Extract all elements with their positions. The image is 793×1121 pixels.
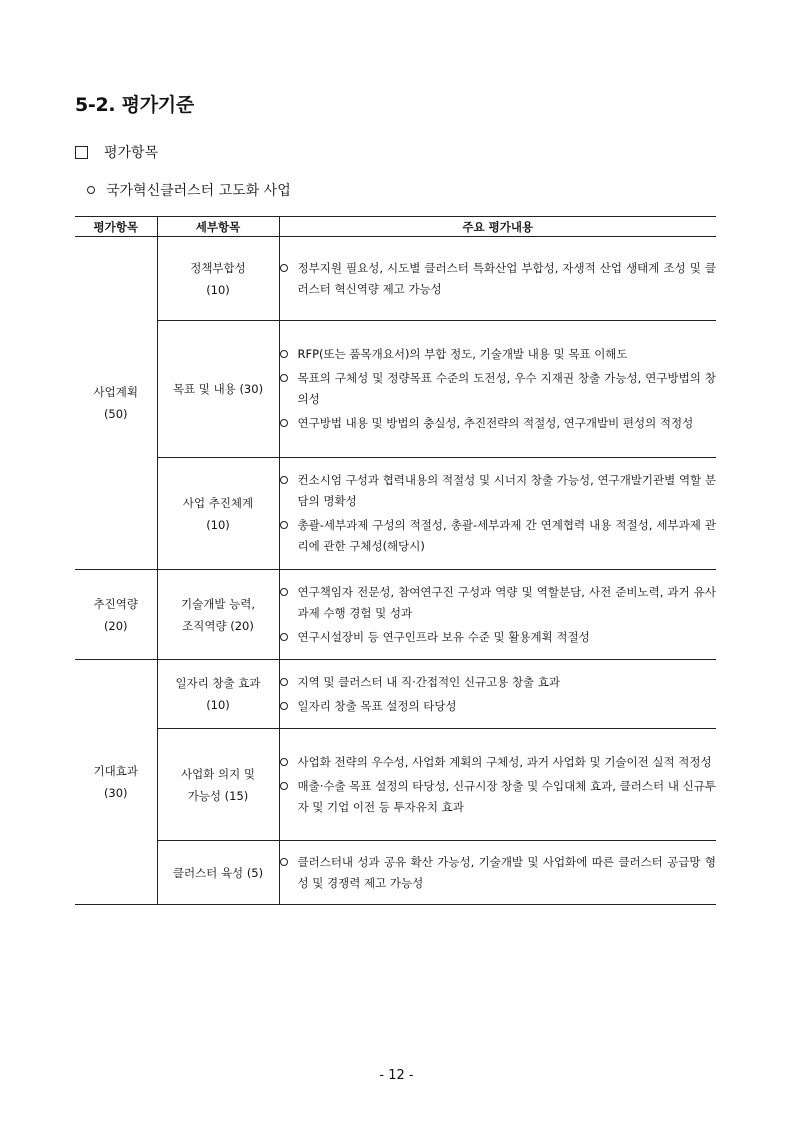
detail-name: 사업화 의지 및: [181, 766, 255, 781]
circle-bullet-icon: [280, 758, 288, 766]
program-heading: [87, 180, 291, 200]
table-header-row: [75, 217, 716, 237]
category-score: (50): [103, 407, 128, 421]
circle-bullet-icon: [280, 521, 288, 529]
checkbox-square-icon: [75, 146, 88, 159]
list-item: 연구시설장비 등 연구인프라 보유 수준 및 활용계획 적절성: [280, 627, 717, 648]
detail-cell: [157, 321, 279, 458]
detail-name: 클러스터 육성 (5): [172, 865, 264, 880]
table-row: [75, 237, 716, 321]
list-item: 매출·수출 목표 설정의 타당성, 신규시장 창출 및 수입대체 효과, 클러스터 내 신규투자 및 기업 이전 등 투자유치 효과: [280, 776, 717, 818]
table-row: [75, 321, 716, 458]
table-row: [75, 729, 716, 841]
list-item: 정부지원 필요성, 시도별 클러스터 특화산업 부합성, 자생적 산업 생태계 조성 및 클러스터 혁신역량 제고 가능성: [280, 258, 717, 300]
content-cell: [279, 729, 716, 841]
circle-bullet-icon: [87, 186, 95, 194]
detail-cell: [157, 729, 279, 841]
detail-cell: [157, 660, 279, 729]
detail-score: (10): [206, 282, 230, 297]
list-item: RFP(또는 품목개요서)의 부합 정도, 기술개발 내용 및 목표 이해도: [280, 344, 717, 365]
list-item: 클러스터내 성과 공유 확산 가능성, 기술개발 및 사업화에 따른 클러스터 공급망 형성 및 경쟁력 제고 가능성: [280, 852, 717, 894]
detail-name: 사업 추진체계: [182, 495, 254, 510]
content-cell: [279, 321, 716, 458]
category-name: 기대효과: [93, 764, 138, 778]
category-cell: [75, 660, 157, 905]
content-cell: [279, 570, 716, 660]
detail-cell: [157, 458, 279, 570]
subheading-text: 평가항목: [104, 145, 159, 161]
detail-name: 목표 및 내용 (30): [172, 382, 264, 396]
circle-bullet-icon: [280, 858, 288, 866]
evaluation-table: [75, 216, 716, 905]
content-cell: [279, 237, 716, 321]
content-cell: [279, 458, 716, 570]
table-row: [75, 458, 716, 570]
category-score: (20): [103, 618, 128, 633]
detail-cell: [157, 237, 279, 321]
category-name: 추진역량: [93, 596, 138, 611]
detail-name: 기술개발 능력,: [181, 596, 255, 611]
circle-bullet-icon: [280, 350, 288, 358]
detail-name: 일자리 창출 효과: [175, 676, 261, 690]
circle-bullet-icon: [280, 374, 288, 382]
circle-bullet-icon: [280, 702, 288, 710]
detail-score: (10): [206, 517, 230, 532]
list-item: 컨소시엄 구성과 협력내용의 적절성 및 시너지 창출 가능성, 연구개발기관별 역할 분담의 명확성: [280, 470, 717, 512]
circle-bullet-icon: [280, 476, 288, 484]
detail-cell: [157, 570, 279, 660]
circle-bullet-icon: [280, 419, 288, 427]
circle-bullet-icon: [280, 678, 288, 686]
detail-score: (10): [206, 698, 230, 712]
category-cell: [75, 237, 157, 570]
list-item: 연구방법 내용 및 방법의 충실성, 추진전략의 적절성, 연구개발비 편성의 적정성: [280, 413, 717, 434]
content-cell: [279, 841, 716, 905]
circle-bullet-icon: [280, 782, 288, 790]
list-item: 연구책임자 전문성, 참여연구진 구성과 역량 및 역할분담, 사전 준비노력, 과거 유사 과제 수행 경험 및 성과: [280, 582, 717, 624]
subheading: [75, 142, 158, 162]
detail-name: 정책부합성: [190, 260, 246, 275]
category-name: 사업계획: [93, 385, 138, 399]
category-score: (30): [103, 786, 128, 800]
detail-cell: [157, 841, 279, 905]
circle-bullet-icon: [280, 264, 288, 272]
list-item: 목표의 구체성 및 정량목표 수준의 도전성, 우수 지재권 창출 가능성, 연구방법의 창의성: [280, 368, 717, 410]
list-item: 총괄-세부과제 구성의 적절성, 총괄-세부과제 간 연계협력 내용 적절성, 세부과제 관리에 관한 구체성(해당시): [280, 515, 717, 557]
list-item: 지역 및 클러스터 내 직·간접적인 신규고용 창출 효과: [280, 672, 717, 693]
table-row: [75, 660, 716, 729]
program-name: 국가혁신클러스터 고도화 사업: [106, 183, 291, 199]
circle-bullet-icon: [280, 633, 288, 641]
page-number: - 12 -: [379, 1068, 414, 1083]
table-row: [75, 570, 716, 660]
list-item: 일자리 창출 목표 설정의 타당성: [280, 696, 717, 717]
content-cell: [279, 660, 716, 729]
category-cell: [75, 570, 157, 660]
detail-score: 가능성 (15): [187, 788, 249, 803]
header-content: 주요 평가내용: [279, 217, 716, 237]
section-title: 5-2. 평가기준: [75, 94, 194, 116]
circle-bullet-icon: [280, 588, 288, 596]
detail-score: 조직역량 (20): [182, 618, 254, 633]
list-item: 사업화 전략의 우수성, 사업화 계획의 구체성, 과거 사업화 및 기술이전 실적 적정성: [280, 752, 717, 773]
table-row: [75, 841, 716, 905]
header-category: 평가항목: [75, 217, 157, 237]
header-detail: 세부항목: [157, 217, 279, 237]
